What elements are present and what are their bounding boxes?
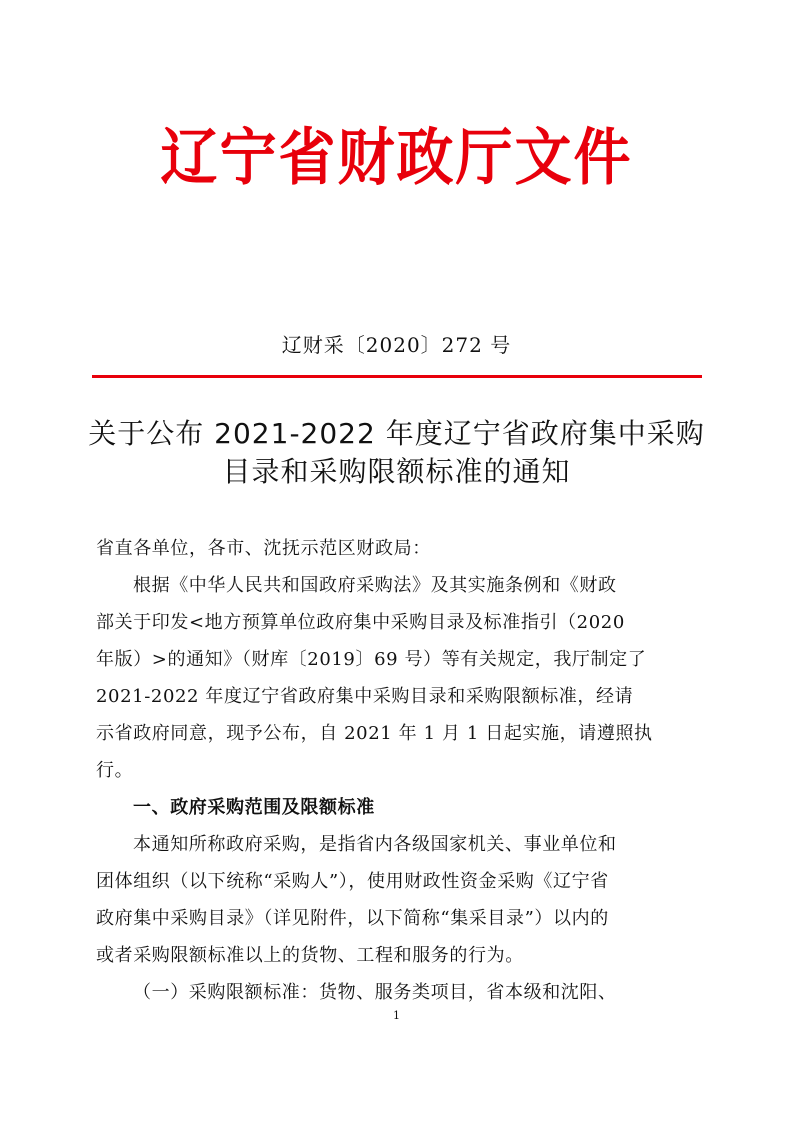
salutation: 省直各单位，各市、沈抚示范区财政局： [96, 538, 431, 559]
paragraph-2-line: 或者采购限额标准以上的货物、工程和服务的行为。 [96, 945, 524, 966]
paragraph-2-line: 本通知所称政府采购，是指省内各级国家机关、事业单位和 [133, 834, 617, 855]
paragraph-1-line: 根据《中华人民共和国政府采购法》及其实施条例和《财政 [133, 575, 617, 596]
paragraph-1-line: 年版）>的通知》（财库〔2019〕69 号）等有关规定，我厅制定了 [96, 649, 647, 670]
notice-title-line-2: 目录和采购限额标准的通知 [222, 455, 571, 488]
paragraph-3-line: （一）采购限额标准：货物、服务类项目，省本级和沈阳、 [133, 982, 617, 1003]
red-separator-line [92, 375, 702, 378]
masthead-title: 辽宁省财政厅文件 [160, 122, 633, 194]
document-number: 辽财采〔2020〕272 号 [281, 333, 512, 357]
paragraph-1-line: 部关于印发<地方预算单位政府集中采购目录及标准指引（2020 [96, 612, 625, 633]
page-number: 1 [393, 1009, 400, 1022]
notice-title-line-1: 关于公布 2021-2022 年度辽宁省政府集中采购 [88, 417, 705, 450]
paragraph-1-line: 示省政府同意，现予公布，自 2021 年 1 月 1 日起实施，请遵照执 [96, 723, 653, 744]
paragraph-1-line: 2021-2022 年度辽宁省政府集中采购目录和采购限额标准，经请 [96, 686, 634, 707]
paragraph-1-line: 行。 [96, 760, 134, 781]
section-heading: 一、政府采购范围及限额标准 [133, 797, 375, 818]
paragraph-2-line: 政府集中采购目录》（详见附件，以下简称“集采目录”）以内的 [96, 908, 609, 929]
paragraph-2-line: 团体组织（以下统称“采购人”），使用财政性资金采购《辽宁省 [96, 871, 609, 892]
